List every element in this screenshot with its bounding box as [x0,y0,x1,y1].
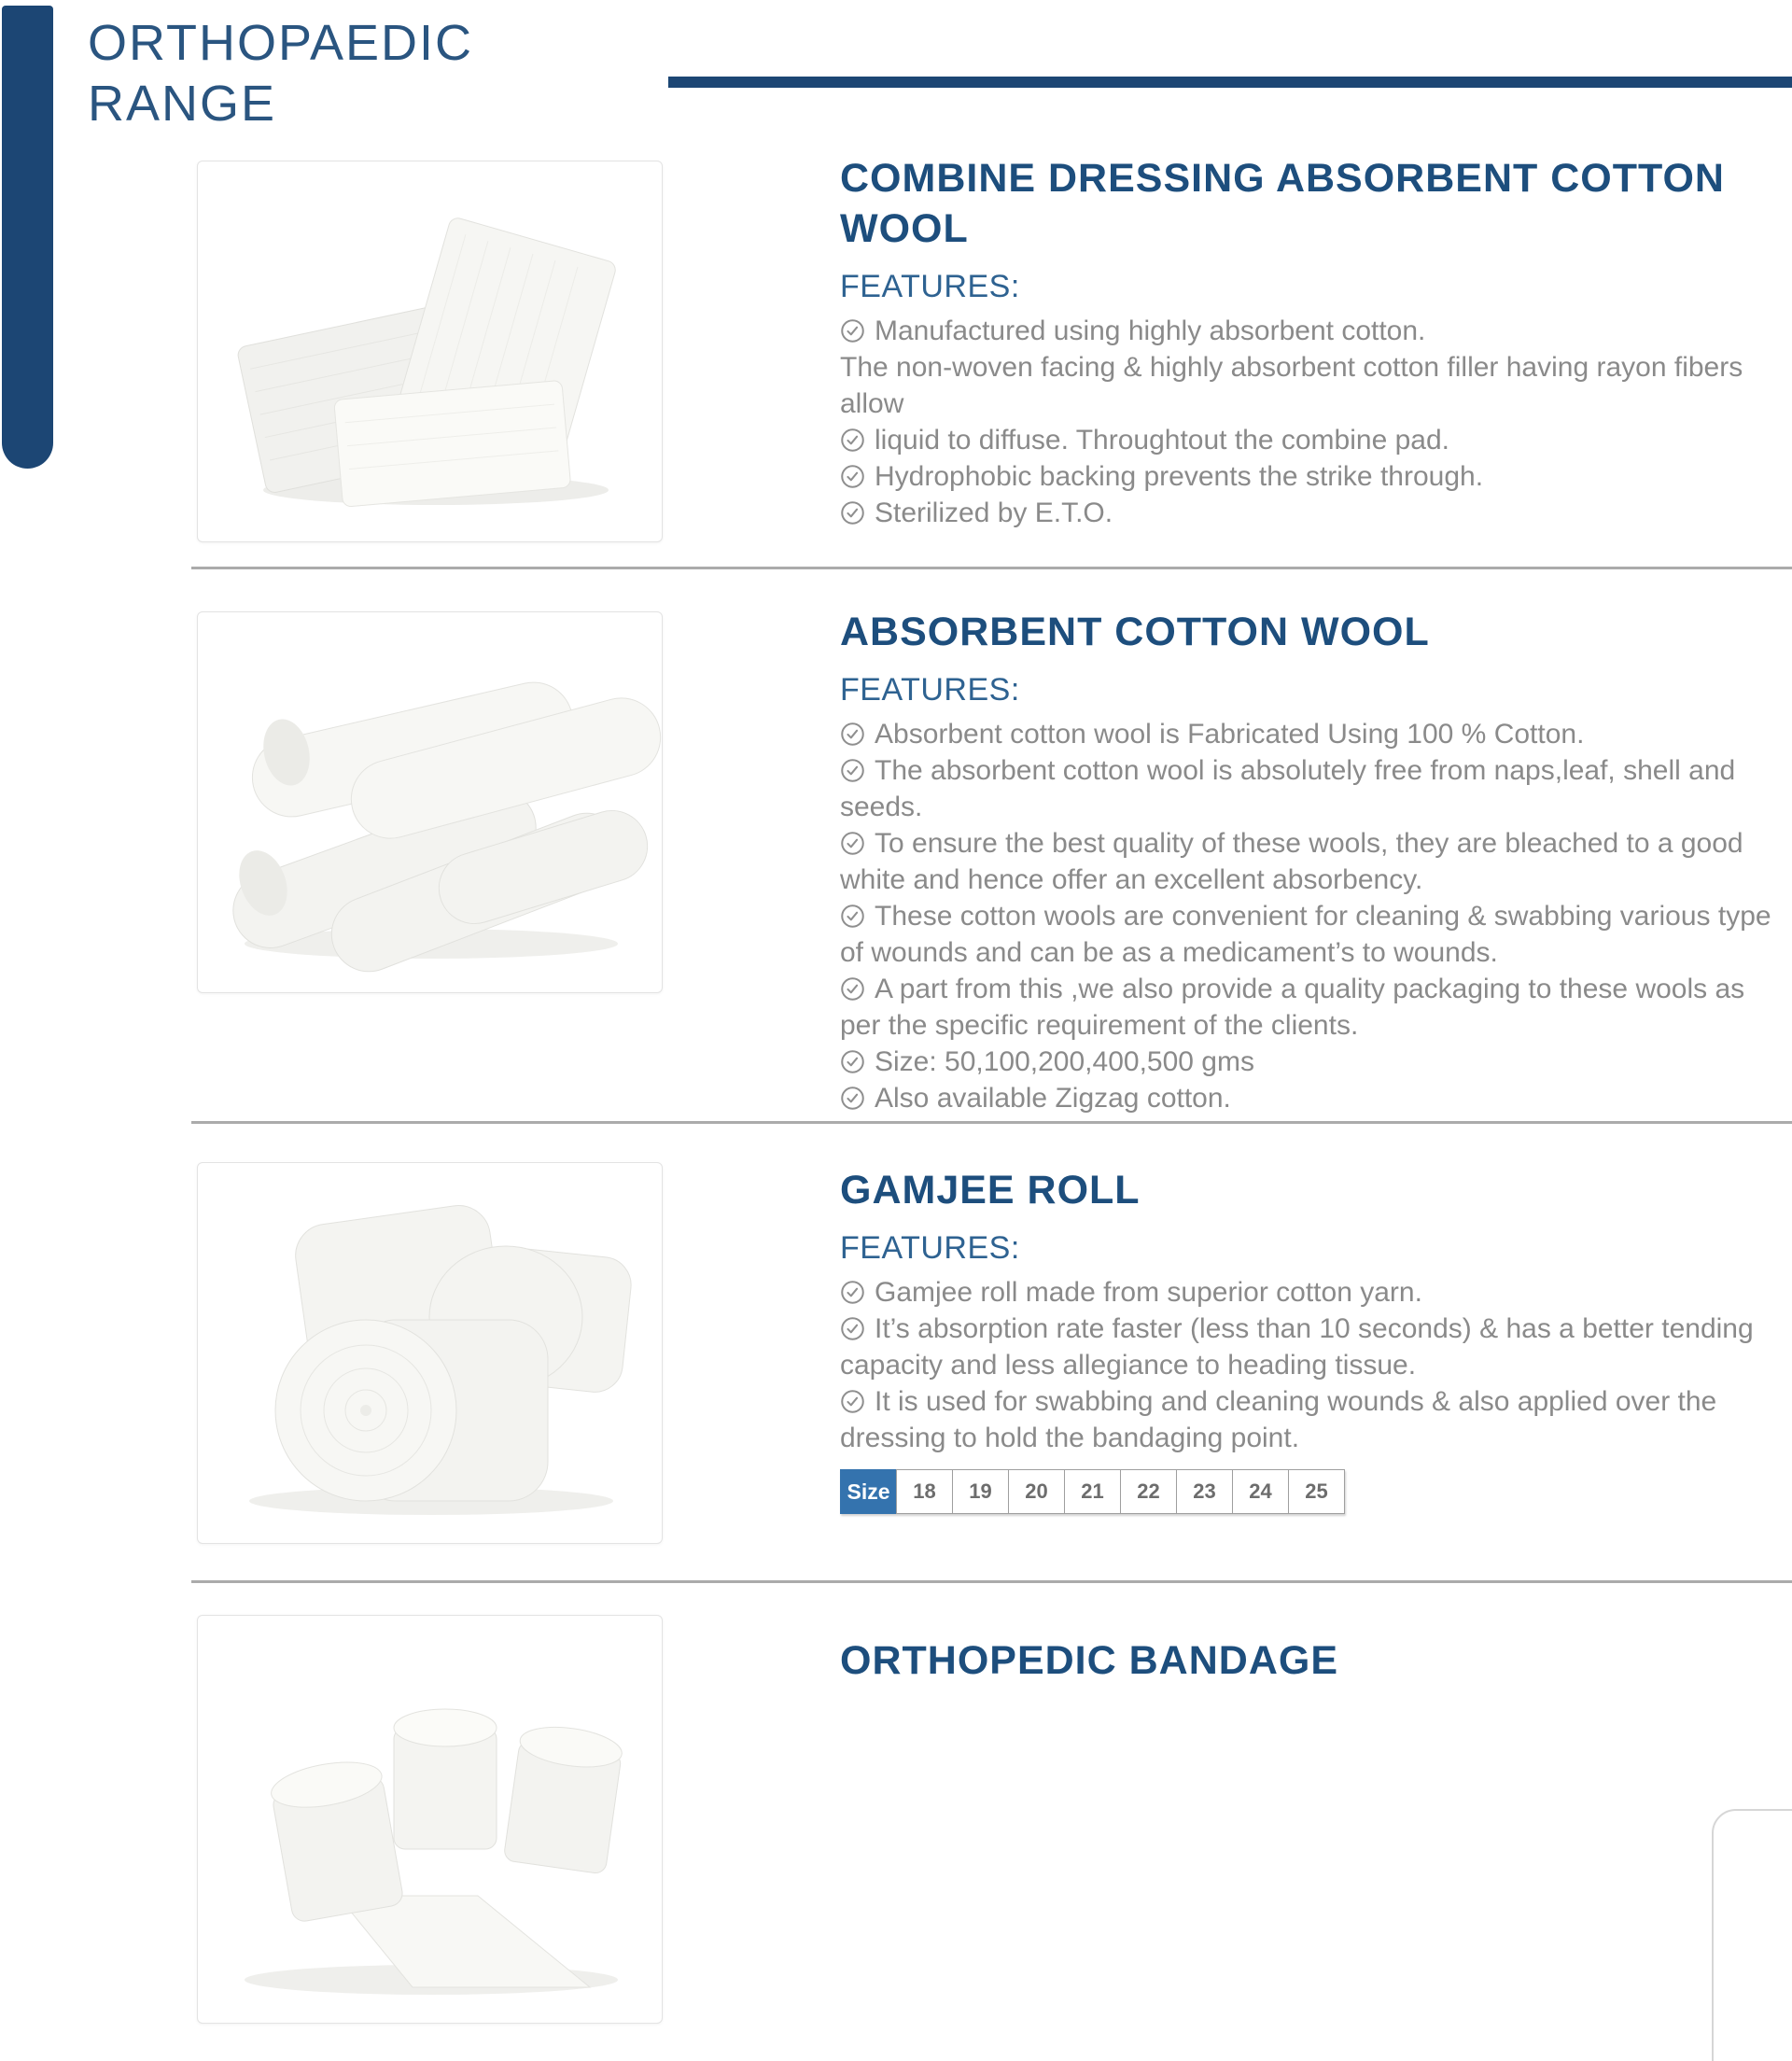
check-icon [840,458,865,495]
section-divider [191,1580,1792,1583]
size-cell: 24 [1232,1469,1289,1514]
size-table [840,1469,1345,1514]
features-label: FEATURES: [840,269,1020,305]
features-label: FEATURES: [840,672,1020,708]
check-icon [840,971,865,1007]
feature-item [840,1080,1778,1116]
product-card-orthopedic-bandage [197,1615,663,2024]
feature-text: Hydrophobic backing prevents the strike through. [875,461,1484,493]
product-card-absorbent-cotton-wool [197,611,663,993]
feature-text: These cotton wools are convenient for cleaning & swabbing various type of wounds and can be as a medicament’s to wounds. [840,901,1771,969]
feature-item [840,422,1778,458]
check-icon [840,313,865,349]
feature-item [840,458,1778,495]
check-icon [840,898,865,934]
feature-item [840,1383,1778,1456]
feature-list [840,716,1778,1116]
feature-text: Manufactured using highly absorbent cotton. [875,315,1426,347]
feature-item [840,1044,1778,1080]
feature-item [840,716,1778,752]
section-title: ABSORBENT COTTON WOOL [840,610,1430,654]
check-icon [840,1311,865,1347]
section-divider [191,1121,1792,1124]
corner-card [1712,1809,1792,2061]
check-icon [840,716,865,752]
feature-text: liquid to diffuse. Throughtout the combine pad. [875,425,1449,456]
product-card-combine-dressing [197,161,663,542]
gauze-pads-image [198,161,662,541]
section-title: GAMJEE ROLL [840,1168,1141,1213]
feature-item [840,825,1778,898]
size-cell: 22 [1120,1469,1177,1514]
feature-text: Sterilized by E.T.O. [875,498,1113,529]
check-icon [840,495,865,531]
feature-text: Absorbent cotton wool is Fabricated Using 100 % Cotton. [875,719,1585,750]
feature-text: The non-woven facing & highly absorbent cotton filler having rayon fibers allow [840,352,1743,420]
feature-item [840,1311,1778,1383]
product-card-gamjee-roll [197,1162,663,1544]
feature-list [840,1274,1778,1456]
feature-text: It is used for swabbing and cleaning wounds & also applied over the dressing to hold the bandaging point. [840,1386,1717,1454]
left-accent-bar [2,6,53,469]
top-divider-rule [668,77,1792,88]
check-icon [840,422,865,458]
size-cell: 18 [896,1469,953,1514]
section-title: COMBINE DRESSING ABSORBENT COTTON WOOL [840,156,1725,252]
size-cell: 20 [1008,1469,1065,1514]
check-icon [840,825,865,862]
page-title [88,13,473,134]
feature-text: It’s absorption rate faster (less than 10 seconds) & has a better tending capacity and less allegiance to heading tissue. [840,1313,1754,1381]
feature-text: Gamjee roll made from superior cotton yarn. [875,1277,1422,1309]
cotton-rolls-image [198,612,662,992]
size-cell: 21 [1064,1469,1121,1514]
features-label: FEATURES: [840,1230,1020,1267]
feature-item [840,313,1778,349]
feature-item [840,898,1778,971]
check-icon [840,1080,865,1116]
feature-list [840,313,1778,531]
check-icon [840,1383,865,1420]
gamjee-rolls-image [198,1163,662,1543]
section-divider [191,567,1792,569]
feature-item [840,971,1778,1044]
feature-text: To ensure the best quality of these wools, they are bleached to a good white and hence offer an excellent absorbency. [840,828,1743,896]
check-icon [840,752,865,789]
section-title: ORTHOPEDIC BANDAGE [840,1638,1339,1683]
feature-item [840,752,1778,825]
check-icon [840,1044,865,1080]
feature-text: Also available Zigzag cotton. [875,1083,1231,1115]
feature-item [840,349,1778,422]
page-title-line2: RANGE [88,75,277,132]
feature-text: Size: 50,100,200,400,500 gms [875,1046,1254,1078]
feature-text: A part from this ,we also provide a quality packaging to these wools as per the specific requirement of the clients. [840,974,1745,1042]
feature-item [840,495,1778,531]
size-cell: 23 [1176,1469,1233,1514]
check-icon [840,1274,865,1311]
size-cell: 25 [1288,1469,1345,1514]
size-table-header: Size [840,1469,897,1514]
feature-text: The absorbent cotton wool is absolutely free from naps,leaf, shell and seeds. [840,755,1736,823]
feature-item [840,1274,1778,1311]
page-title-line1: ORTHOPAEDIC [88,15,474,71]
size-cell: 19 [952,1469,1009,1514]
bandage-rolls-image [198,1616,662,2023]
